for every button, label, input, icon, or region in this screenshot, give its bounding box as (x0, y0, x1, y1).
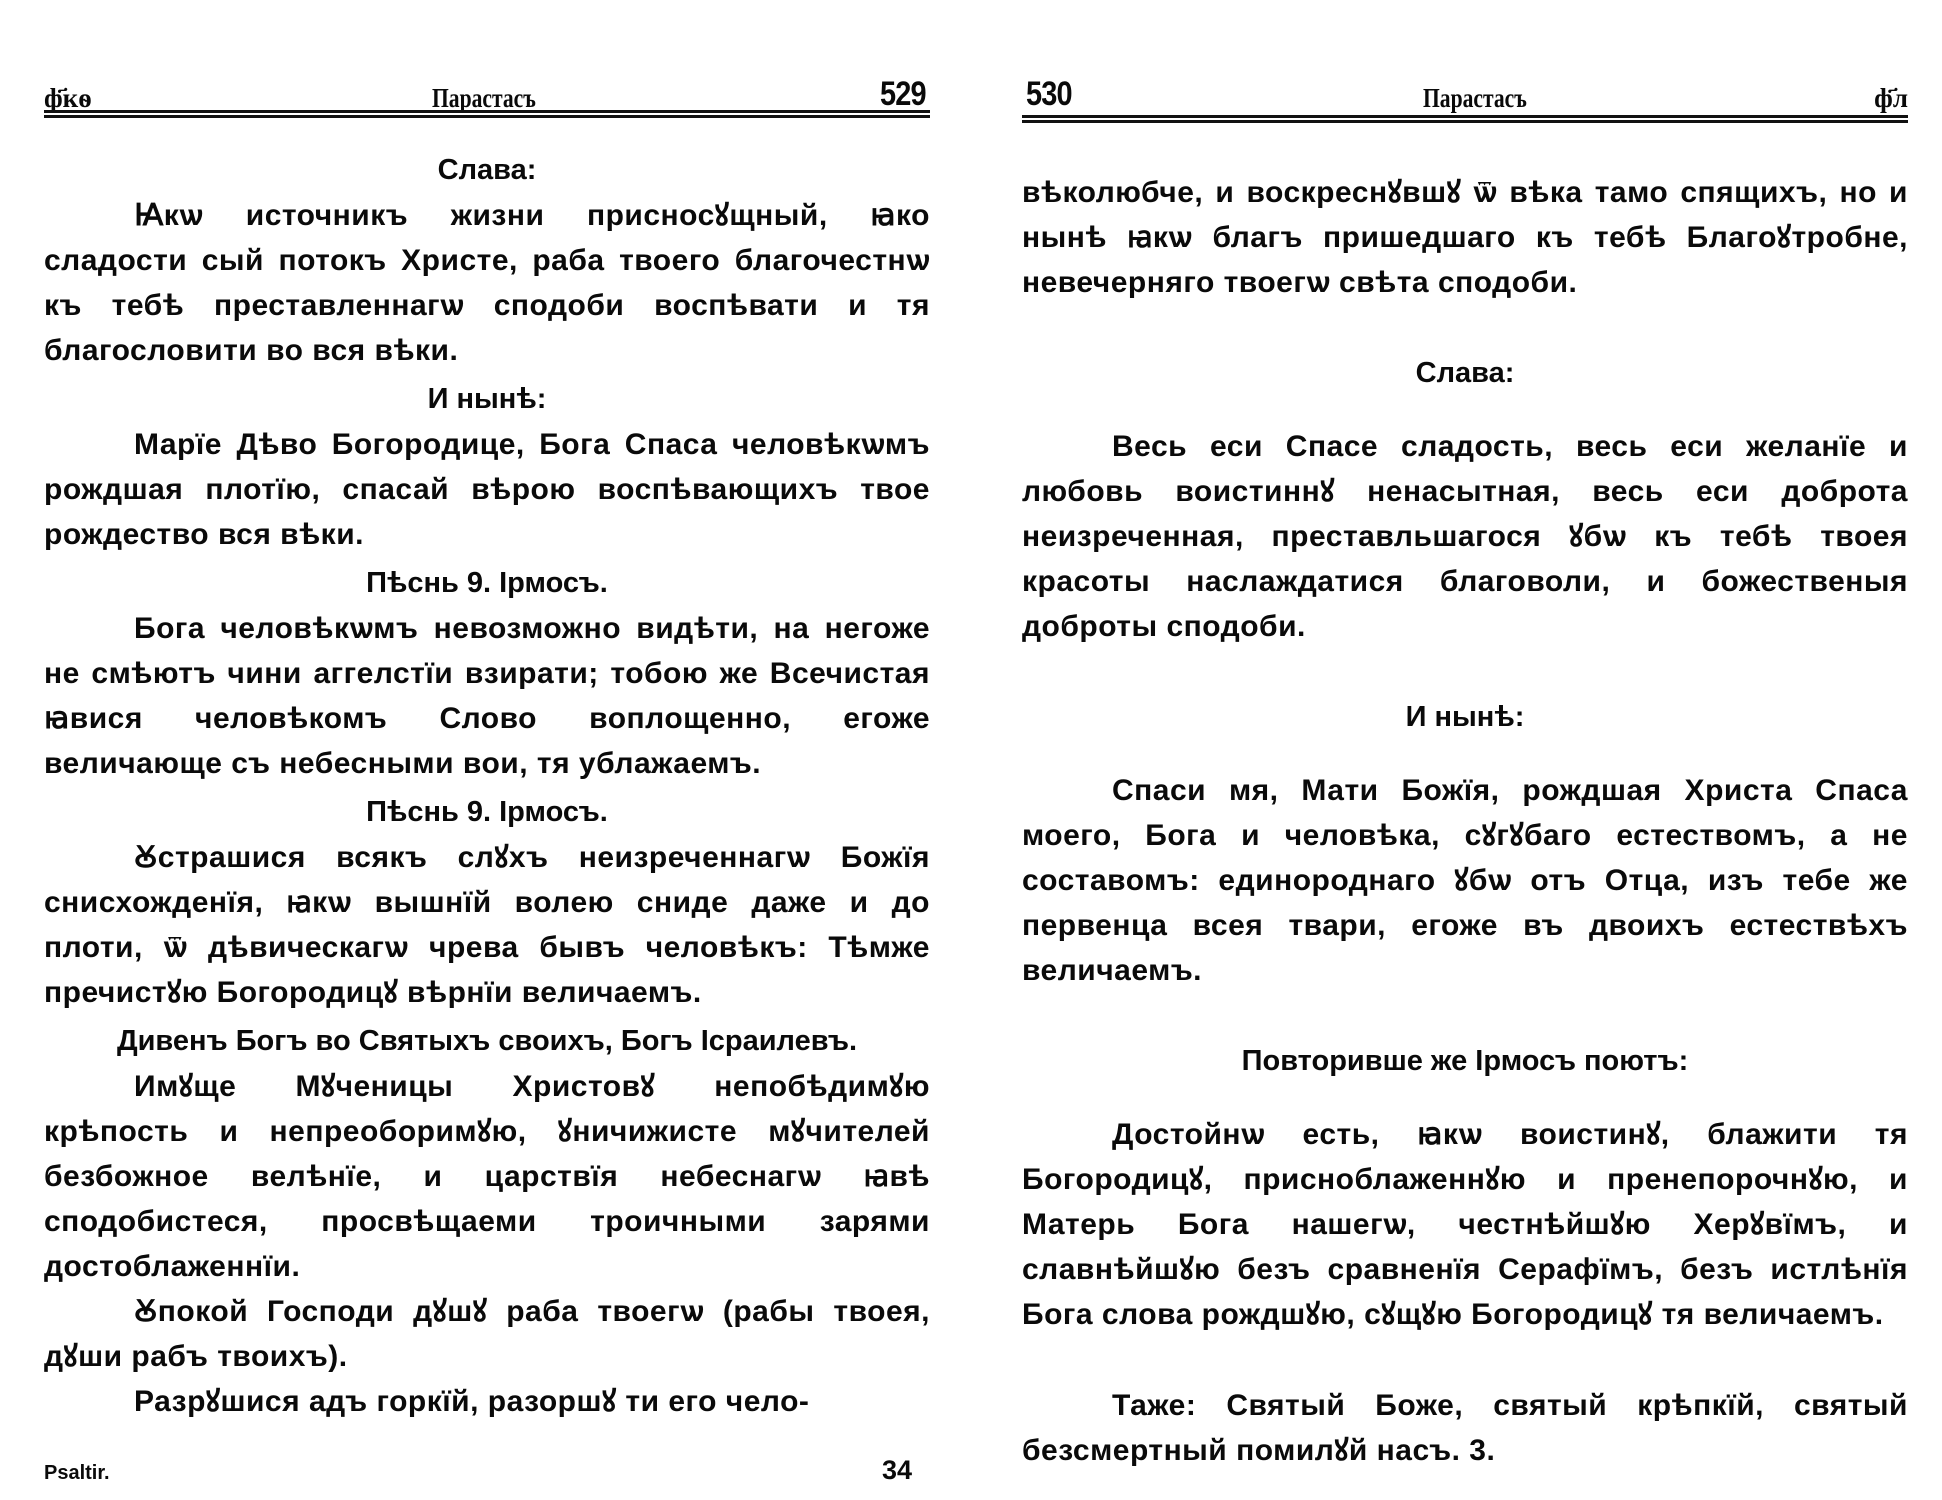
paragraph-martyrs: Имꙋще Мꙋченицы Христовꙋ непобѣдимꙋю крѣпость и непреоборимꙋю, ꙋничижисте мꙋчителей безбожное велѣнїе, и царствїя небеснагѡ ꙗвѣ сподобистеся, просвѣщаеми троичными зарями достоблаженнїи. (44, 1070, 930, 1283)
right-header-double-rule (1022, 115, 1908, 123)
printer-signature: Psaltir. (44, 1462, 110, 1484)
paragraph-irmos-1: Бога человѣкѡмъ невозможно видѣти, на негоже не смѣютъ чини аггелстїи взирати; тобою же Всечистая ꙗвися человѣкомъ Слово воплощенно, егоже величающе съ небесными вои, тя ублажаемъ. (44, 612, 930, 780)
paragraph-irmos-2: Ꙋстрашися всякъ слꙋхъ неизреченнагѡ Божїя снисхожденїя, ꙗкѡ вышнїй волею сниде даже и до плоти, ѿ дѣвическагѡ чрева бывъ человѣкъ: Тѣмже пречистꙋю Богородицꙋ вѣрнїи величаемъ. (44, 841, 930, 1009)
right-running-head (1022, 64, 1908, 114)
left-running-title: Парастасъ (432, 83, 536, 113)
left-footer (44, 1455, 930, 1486)
heading-refrain-divenъ: Дивенъ Богъ во Святыхъ своихъ, Богъ Ісраилевъ. (116, 1025, 858, 1057)
paragraph-continuation: вѣколюбче, и воскреснꙋвшꙋ ѿ вѣка тамо спящихъ, но и нынѣ ꙗкѡ благъ пришедшаго къ тебѣ Благоꙋтробне, невечерняго твоегѡ свѣта сподоби. (1022, 176, 1908, 299)
sheet-number: 34 (881, 1455, 912, 1485)
heading-slava: Слава: (1415, 357, 1515, 389)
left-body-text (44, 148, 930, 1424)
right-running-title: Парастасъ (1423, 83, 1527, 113)
paragraph-dostoino-est: Достойнѡ есть, ꙗкѡ воистинꙋ, блажити тя Богородицꙋ, присноблаженнꙋю и пренепорочнꙋю, и Матерь Бога нашегѡ, честнѣйшꙋю Херꙋвїмъ, и славнѣйшꙋю безъ сравненїя Серафїмъ, безъ истлѣнїя Бога слова рождшꙋю, сꙋщꙋю Богородицꙋ тя величаемъ. (1022, 1118, 1908, 1331)
right-slavonic-page-number: ф҃л (1874, 83, 1908, 113)
paragraph-troparion-slava: Ꙗкѡ источникъ жизни присносꙋщный, ꙗко сладости сый потокъ Христе, раба твоего благочестнѡ къ тебѣ преставленнагѡ сподоби воспѣвати и тя благословити во вся вѣки. (44, 199, 930, 367)
right-page-number: 530 (1026, 75, 1072, 113)
paragraph-trisagion: Таже: Святый Боже, святый крѣпкїй, святый безсмертный помилꙋй насъ. 3. (1022, 1389, 1908, 1467)
paragraph-upokoi: Ꙋпокой Господи дꙋшꙋ раба твоегѡ (рабы твоея, дꙋши рабъ твоихъ). (44, 1295, 930, 1373)
heading-i-nyne: И нынѣ: (1405, 701, 1525, 733)
left-slavonic-page-number: ф҃кѳ (44, 83, 92, 113)
left-running-head (44, 64, 930, 114)
heading-ode-9-irmos: Пѣснь 9. Ірмосъ. (366, 567, 608, 599)
heading-povtorivshe: Повторивше же Ірмосъ поютъ: (1241, 1045, 1689, 1077)
paragraph-ves-esi: Весь еси Спасе сладость, весь еси желанїе и любовь воистиннꙋ ненасытная, весь еси доброта неизреченная, преставльшагося ꙋбѡ къ тебѣ твоея красоты наслаждатися благоволи, и божественыя доброты сподоби. (1022, 430, 1908, 643)
heading-slava: Слава: (437, 154, 537, 186)
left-header-double-rule (44, 110, 930, 118)
right-page (982, 0, 1942, 1500)
paragraph-theotokion: Марїе Дѣво Богородице, Бога Спаса человѣкѡмъ рождшая плотїю, спасай вѣрою воспѣвающихъ твое рождество вся вѣки. (44, 428, 930, 551)
heading-i-nyne: И нынѣ: (427, 383, 547, 415)
paragraph-razrushisya: Разрꙋшися адъ горкїй, разоршꙋ ти его чело- (134, 1385, 810, 1418)
left-page-number: 529 (880, 75, 926, 113)
paragraph-spasi-mya: Спаси мя, Мати Божїя, рождшая Христа Спаса моего, Бога и человѣка, сꙋгꙋбаго естествомъ, а не составомъ: единороднаго ꙋбѡ отъ Отца, изъ тебе же первенца всея твари, егоже въ двоихъ естествѣхъ величаемъ. (1022, 774, 1908, 987)
heading-ode-9-irmos-2: Пѣснь 9. Ірмосъ. (366, 796, 608, 828)
left-page (0, 0, 960, 1500)
right-body-text (1022, 170, 1908, 1473)
